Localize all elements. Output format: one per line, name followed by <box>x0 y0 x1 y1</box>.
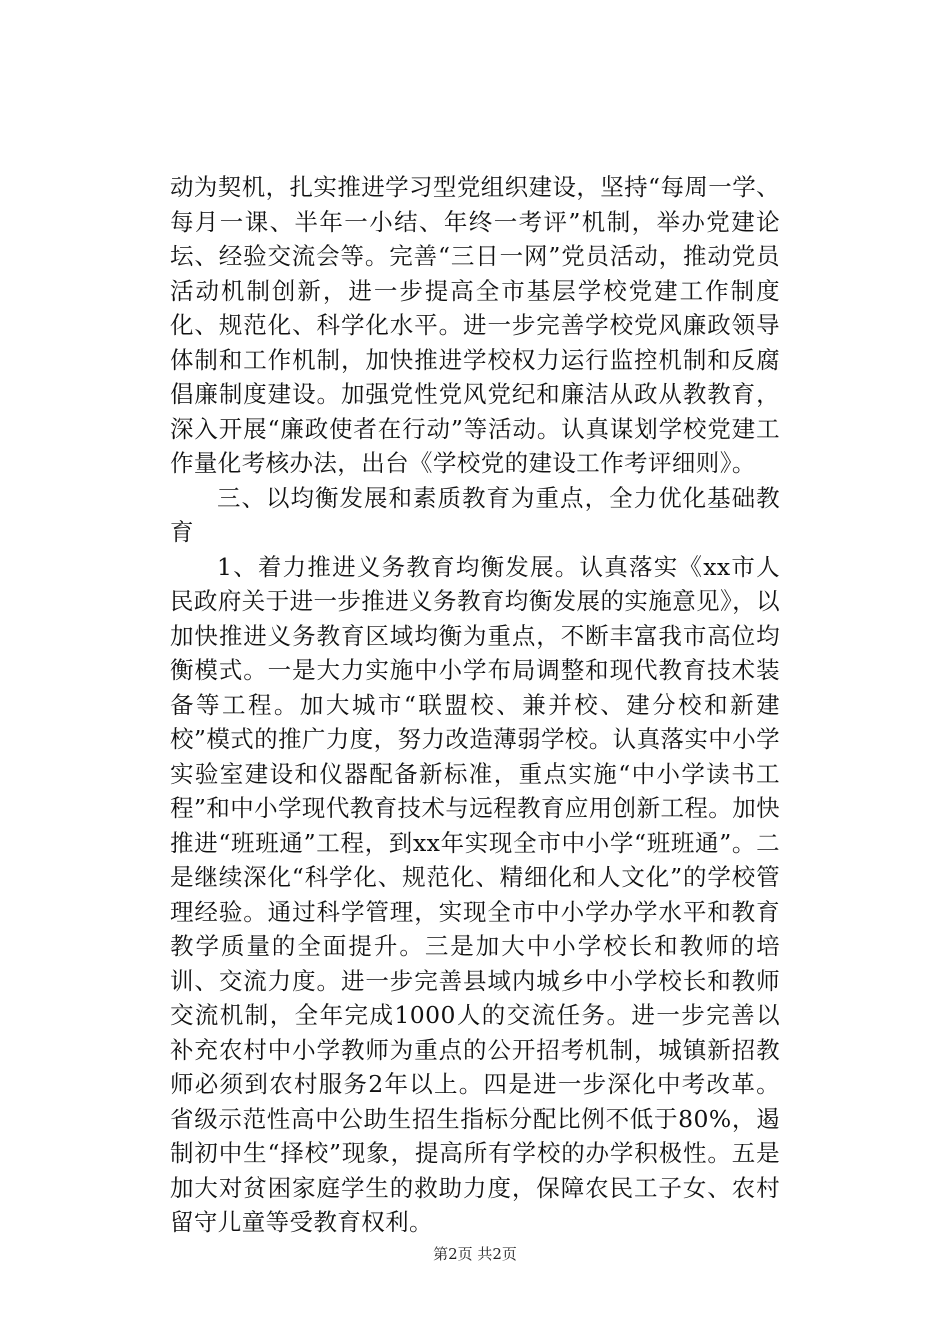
document-body <box>170 170 780 1240</box>
paragraph-party-building: 动为契机，扎实推进学习型党组织建设，坚持“每周一学、每月一课、半年一小结、年终一考评”机制，举办党建论坛、经验交流会等。完善“三日一网”党员活动，推动党员活动机制创新，进一步提高全市基层学校党建工作制度化、规范化、科学化水平。进一步完善学校党风廉政领导体制和工作机制，加快推进学校权力运行监控机制和反腐倡廉制度建设。加强党性党风党纪和廉洁从政从教教育，深入开展“廉政使者在行动”等活动。认真谋划学校党建工作量化考核办法，出台《学校党的建设工作考评细则》。 <box>170 173 780 477</box>
paragraph-compulsory-education: 1、着力推进义务教育均衡发展。认真落实《xx市人民政府关于进一步推进义务教育均衡发展的实施意见》，以加快推进义务教育区域均衡为重点，不断丰富我市高位均衡模式。一是大力实施中小学布局调整和现代教育技术装备等工程。加大城市“联盟校、兼并校、建分校和新建校”模式的推广力度，努力改造薄弱学校。认真落实中小学实验室建设和仪器配备新标准，重点实施“中小学读书工程”和中小学现代教育技术与远程教育应用创新工程。加快推进“班班通”工程，到xx年实现全市中小学“班班通”。二是继续深化“科学化、规范化、精细化和人文化”的学校管理经验。通过科学管理，实现全市中小学办学水平和教育教学质量的全面提升。三是加大中小学校长和教师的培训、交流力度。进一步完善县域内城乡中小学校长和教师交流机制，全年完成1000人的交流任务。进一步完善以补充农村中小学教师为重点的公开招考机制，城镇新招教师必须到农村服务2年以上。四是进一步深化中考改革。省级示范性高中公助生招生指标分配比例不低于80%，遏制初中生“择校”现象，提高所有学校的办学积极性。五是加大对贫困家庭学生的救助力度，保障农民工子女、农村留守儿童等受教育权利。 <box>170 552 780 1236</box>
page-footer: 第2页 共2页 <box>433 1245 517 1263</box>
section-heading-balanced-development: 三、以均衡发展和素质教育为重点，全力优化基础教育 <box>170 483 780 546</box>
